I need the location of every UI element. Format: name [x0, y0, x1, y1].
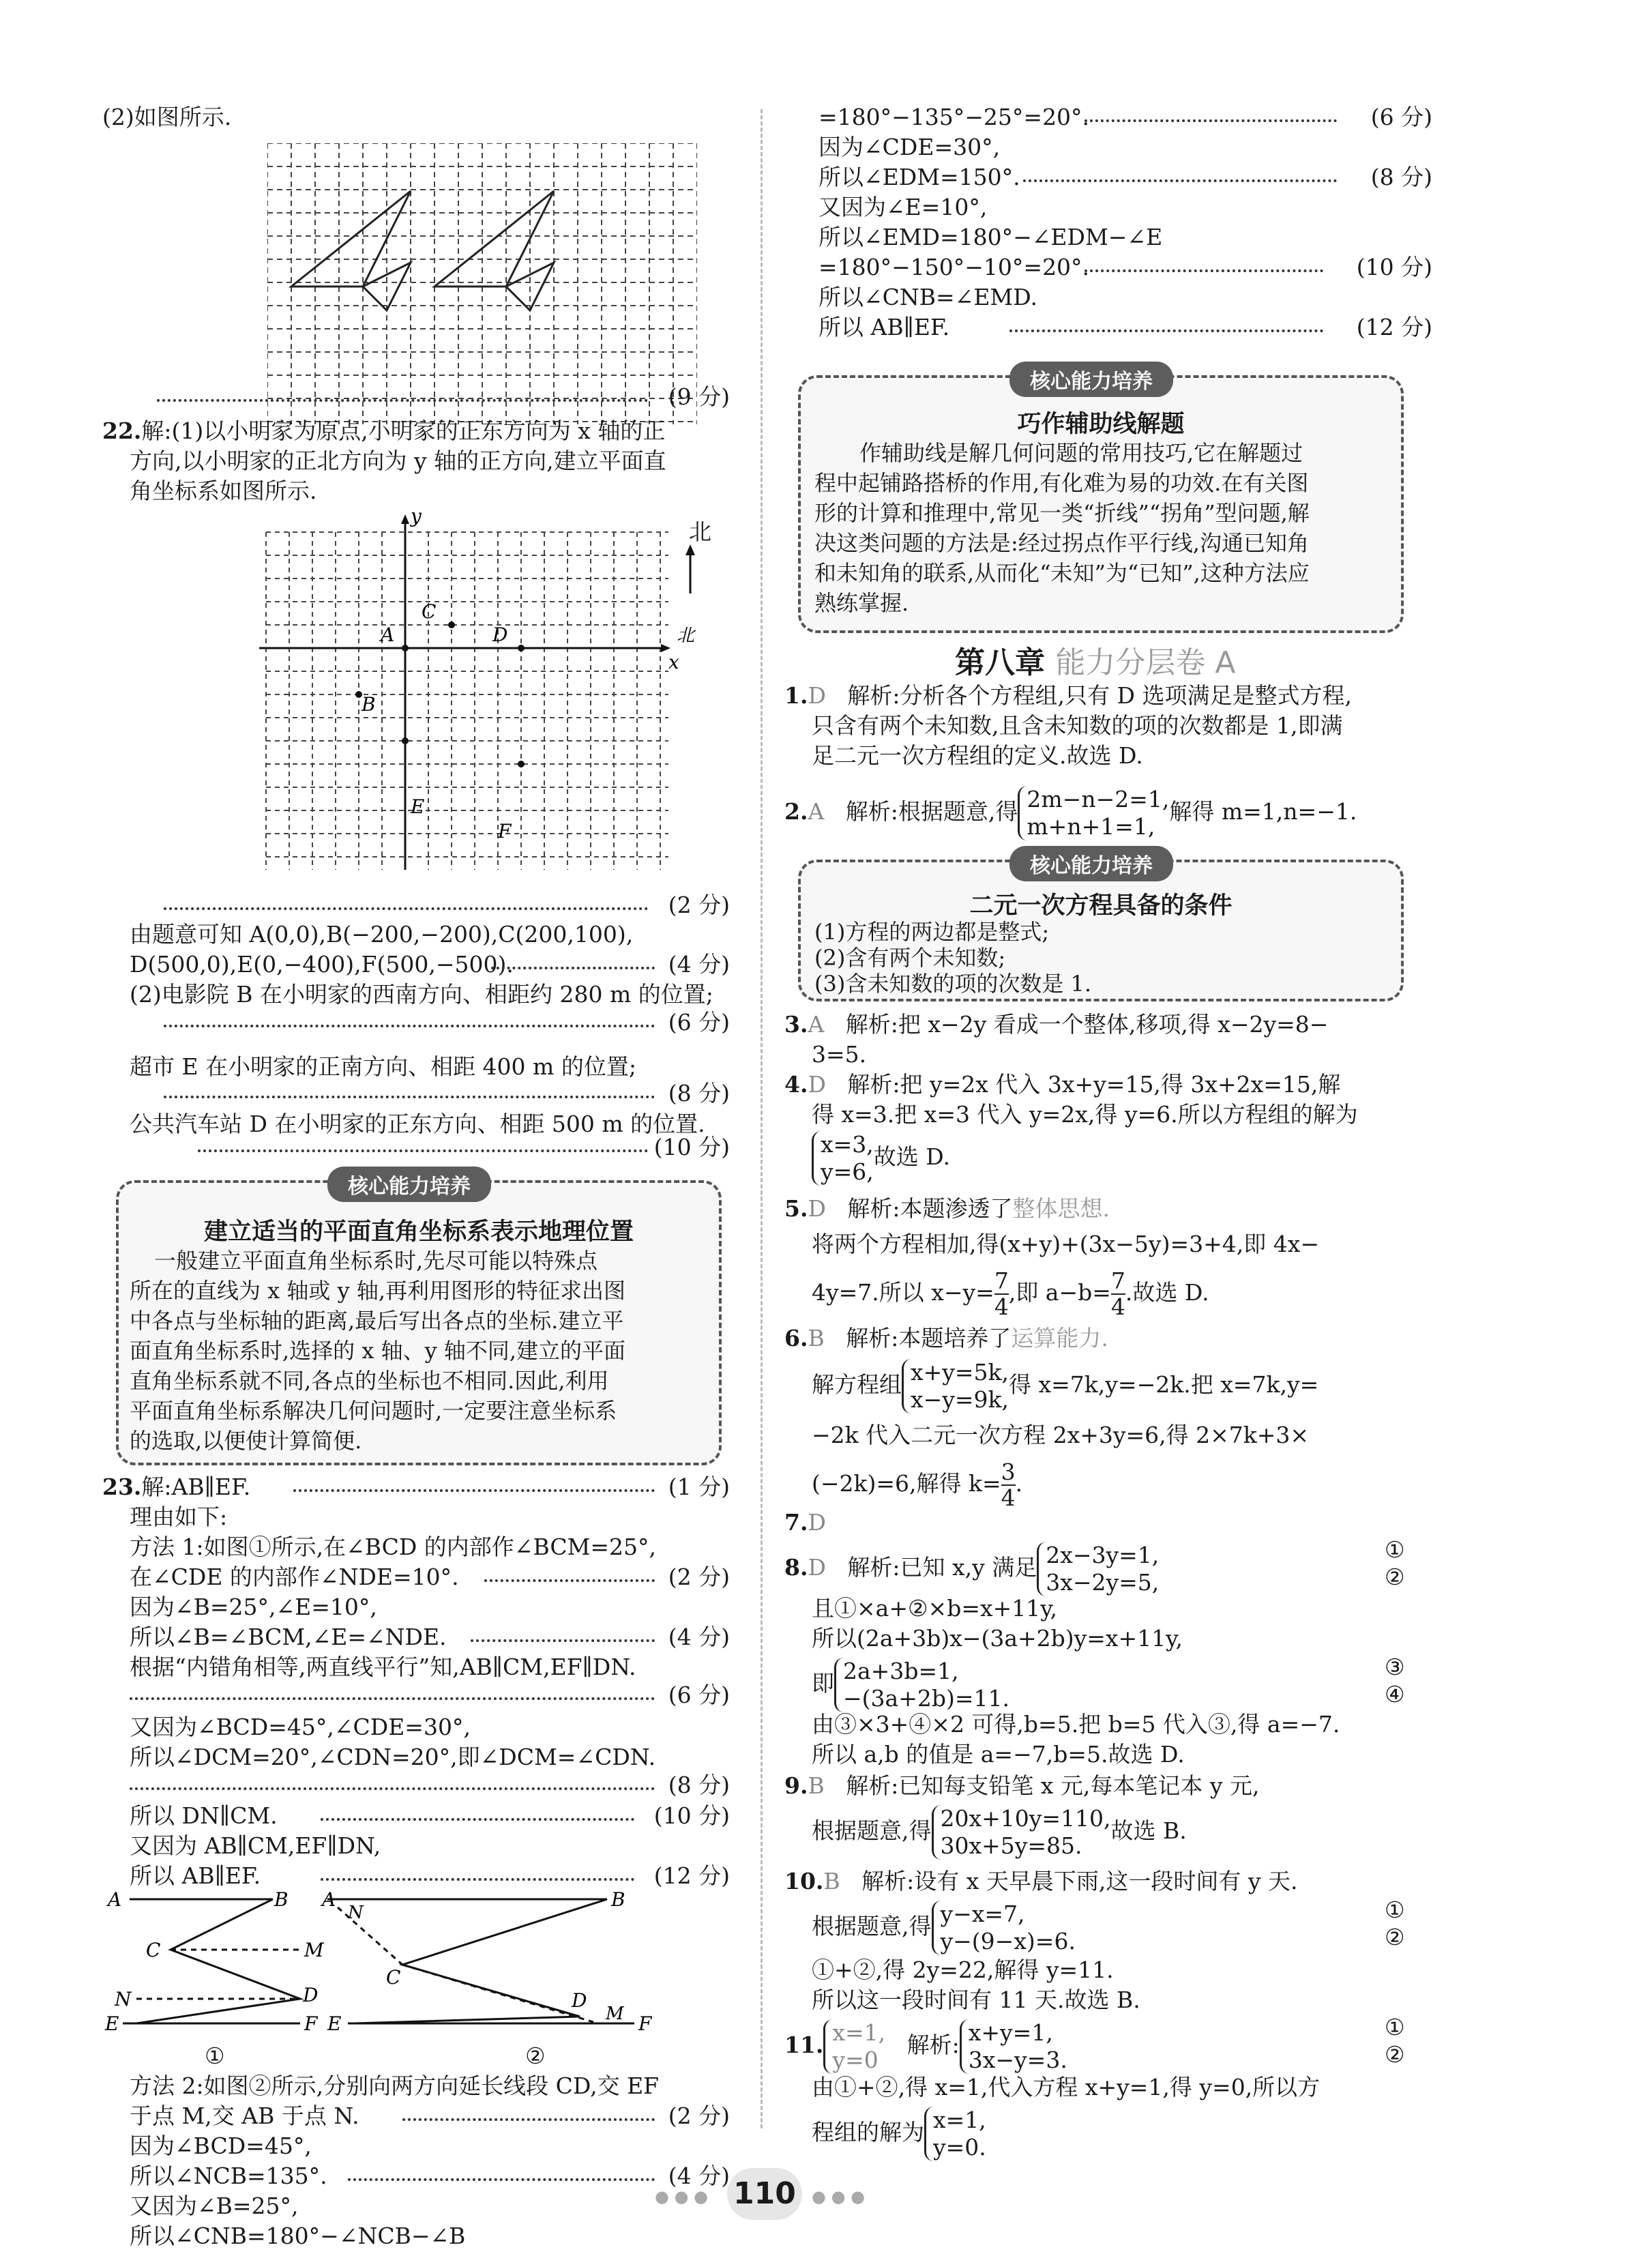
a11-given: [823, 2019, 885, 2074]
dotted-leader: [164, 1096, 655, 1098]
dotted-leader: [1085, 119, 1337, 122]
score-2b: (2 分): [668, 1564, 730, 1590]
a5-f1-den: 4: [994, 1293, 1009, 1320]
dotted-leader: [1085, 269, 1323, 272]
a5-hint: 整体思想.: [1012, 1195, 1110, 1222]
ability-box2-line-2: (2)含有两个未知数;: [814, 945, 1006, 971]
a10-line-2: [812, 1901, 1076, 1955]
a10-line-4: 所以这一段时间有 11 天.故选 B.: [812, 1987, 1140, 2013]
dotted-leader: [130, 1697, 655, 1700]
fig2-b: B: [611, 1890, 625, 1911]
fig2-a: A: [322, 1890, 336, 1911]
ability-box1-line-3: 形的计算和推理中,常见一类“折线”“拐角”型问题,解: [814, 500, 1310, 526]
a9-text-a: 根据题意,得: [812, 1817, 932, 1844]
a11-s-2: y=0.: [933, 2134, 986, 2160]
score-6b: (6 分): [668, 1682, 730, 1708]
a2-line: [784, 785, 1357, 840]
q23-line-11: 又因为 AB∥CM,EF∥DN,: [130, 1832, 381, 1859]
a5-answer: D: [808, 1195, 826, 1222]
a8-system-2: [834, 1658, 1009, 1712]
ability-box-line-6: 平面直角坐标系解决几何问题时,一定要注意坐标系: [130, 1398, 617, 1424]
a1-line-2: 只含有两个未知数,且含未知数的项的次数都是 1,即满: [812, 712, 1343, 739]
a6-system: [902, 1359, 1009, 1413]
q22-line-4: (2)电影院 B 在小明家的西南方向、相距约 280 m 的位置;: [130, 981, 713, 1008]
fig2-n: N: [348, 1903, 364, 1923]
a9-eq-1: 20x+10y=110,: [940, 1805, 1111, 1832]
point-d-label: D: [492, 624, 508, 646]
footer-dots-right: ● ● ●: [812, 2187, 866, 2206]
q22-line-6: 公共汽车站 D 在小明家的正东方向、相距 500 m 的位置.: [130, 1111, 705, 1137]
a11-line-1: [784, 2019, 1067, 2074]
a4-line-2: 得 x=3.把 x=3 代入 y=2x,得 y=6.所以方程组的解为: [812, 1101, 1358, 1128]
a8-line-3: 所以(2a+3b)x−(3a+2b)y=x+11y,: [812, 1625, 1183, 1652]
a5-line-3: [812, 1269, 1209, 1319]
a11-text-a: 程组的解为: [812, 2119, 924, 2145]
fig1-n: N: [115, 1988, 132, 2010]
ability-badge-2: 核心能力培养: [1009, 846, 1173, 881]
a10-mark-2: ②: [1385, 1924, 1405, 1950]
fig2-d: D: [572, 1989, 587, 2012]
footer-dots-left: ● ● ●: [655, 2187, 709, 2206]
a6-f-num: 3: [1001, 1459, 1016, 1485]
figure-translated-shapes: [267, 143, 697, 424]
a3-line-1: [784, 1010, 1328, 1040]
q22-line-5: 超市 E 在小明家的正南方向、相距 400 m 的位置;: [130, 1053, 636, 1080]
dotted-leader: [1023, 179, 1337, 182]
chapter-title: 第八章: [955, 645, 1045, 680]
fig1-c: C: [146, 1939, 161, 1961]
fig1-f: F: [304, 2012, 318, 2035]
a4-line-3: [812, 1131, 950, 1186]
left-line-1: (2)如图所示.: [102, 104, 232, 130]
a11-eq-1: x+y=1,: [968, 2019, 1053, 2046]
right-line-7: 所以∠CNB=∠EMD.: [818, 284, 1037, 310]
q23-line-16: 所以∠NCB=135°.: [130, 2163, 327, 2189]
q22-text-1: 解:(1)以小明家为原点,小明家的正东方向为 x 轴的正: [141, 417, 666, 444]
a9-text-b: 故选 B.: [1110, 1817, 1187, 1844]
fig2-f: F: [638, 2012, 652, 2035]
a6-text-c: (−2k)=6,解得 k=: [812, 1470, 1001, 1497]
q23-line-3: 方法 1:如图①所示,在∠BCD 的内部作∠BCM=25°,: [130, 1534, 656, 1560]
figure-coordinate-map: [259, 512, 703, 873]
q23-line-13: 方法 2:如图②所示,分别向两方向延长线段 CD,交 EF: [130, 2072, 660, 2099]
a6-f-den: 4: [1001, 1484, 1016, 1511]
right-line-3: 所以∠EDM=150°.: [818, 164, 1020, 190]
a4-eq-2: y=6,: [821, 1158, 874, 1185]
a2-eq-2: m+n+1=1,: [1027, 813, 1155, 840]
dotted-leader: [321, 1818, 634, 1821]
a8-eq-1: 2x−3y=1,: [1046, 1542, 1160, 1568]
figure-parallel-lines: [102, 1890, 737, 2047]
a5-number: 5.: [784, 1195, 808, 1222]
a4-system: [812, 1131, 874, 1186]
q22-coords-2: D(500,0),E(0,−400),F(500,−500).: [130, 951, 514, 978]
q23-line-9: 所以∠DCM=20°,∠CDN=20°,即∠DCM=∠CDN.: [130, 1744, 656, 1770]
ability-box2-title: 二元一次方程具备的条件: [969, 892, 1233, 920]
a6-eq-2: x−y=9k,: [911, 1386, 1009, 1413]
fig2-caption: ②: [525, 2042, 546, 2069]
right-line-4: 又因为∠E=10°,: [818, 194, 988, 220]
a6-text-d: .: [1015, 1470, 1023, 1497]
q23-line-6: 所以∠B=∠BCM,∠E=∠NDE.: [130, 1624, 447, 1650]
a10-line-1: [784, 1866, 1297, 1896]
a11-mark-1: ①: [1385, 2014, 1405, 2040]
ability-box-line-5: 直角坐标系就不同,各点的坐标也不相同.因此,利用: [130, 1368, 609, 1394]
q23-line-1: [102, 1472, 250, 1502]
fig1-m: M: [304, 1939, 324, 1961]
ability-box-coordinates: [116, 1180, 722, 1465]
a3-number: 3.: [784, 1011, 808, 1038]
a8-prefix: 解析:已知 x,y 满足: [847, 1554, 1037, 1581]
a1-answer: D: [808, 682, 826, 709]
a2-number: 2.: [784, 798, 808, 825]
a6-text-b: 得 x=7k,y=−2k.把 x=7k,y=: [1009, 1371, 1319, 1398]
a5-text-c: .故选 D.: [1125, 1279, 1209, 1306]
a2-eq-1: 2m−n−2=1,: [1027, 786, 1170, 812]
right-line-1: =180°−135°−25°=20°.: [818, 104, 1090, 130]
ability-box-line-3: 中各点与坐标轴的距离,最后写出各点的坐标.建立平: [130, 1308, 624, 1334]
a8-line-6: 所以 a,b 的值是 a=−7,b=5.故选 D.: [812, 1741, 1185, 1768]
fig1-e: E: [105, 2012, 119, 2035]
a8-mark-2: ②: [1385, 1564, 1405, 1590]
a5-fraction-2: [1111, 1269, 1125, 1319]
score-4b: (4 分): [668, 1624, 730, 1650]
dotted-leader: [471, 1639, 655, 1642]
a11-g-2: y=0: [832, 2047, 879, 2073]
a4-number: 4.: [784, 1071, 808, 1098]
right-line-6: =180°−150°−10°=20°.: [818, 254, 1090, 280]
ability-box2-line-1: (1)方程的两边都是整式;: [814, 919, 1050, 945]
a7-answer: D: [808, 1509, 826, 1536]
a5-prefix: 解析:本题渗透了: [847, 1195, 1013, 1222]
a3-line-2: 3=5.: [812, 1041, 867, 1068]
point-e-label: E: [411, 795, 425, 818]
q22-line-2: 方向,以小明家的正北方向为 y 轴的正方向,建立平面直: [130, 448, 666, 474]
ability-badge-1: 核心能力培养: [1009, 362, 1173, 397]
axis-x-label: x: [668, 651, 679, 673]
a8-line-2: 且①×a+②×b=x+11y,: [812, 1595, 1057, 1622]
q22-coords-1: 由题意可知 A(0,0),B(−200,−200),C(200,100),: [130, 921, 634, 948]
a6-answer: B: [808, 1325, 825, 1351]
a11-s-1: x=1,: [933, 2107, 986, 2133]
a11-line-2: 由①+②,得 x=1,代入方程 x+y=1,得 y=0,所以方: [812, 2074, 1321, 2100]
point-a-label: A: [381, 624, 395, 646]
ability-box1-line-2: 程中起铺路搭桥的作用,有化难为易的功效.在有关图: [814, 470, 1309, 496]
a7-number: 7.: [784, 1509, 808, 1536]
a9-number: 9.: [784, 1772, 808, 1799]
a5-text-b: ,即 a−b=: [1008, 1279, 1111, 1306]
q23-number: 23.: [102, 1474, 142, 1500]
a8-mark-3: ③: [1385, 1654, 1405, 1680]
a11-system: [960, 2019, 1067, 2074]
a6-number: 6.: [784, 1325, 808, 1351]
ability-box-line-7: 的选取,以便使计算简便.: [130, 1428, 362, 1454]
ability-box1-line-1: 作辅助线是解几何问题的常用技巧,它在解题过: [859, 440, 1303, 466]
column-divider: [761, 109, 763, 2128]
a1-text-1: 解析:分析各个方程组,只有 D 选项满足是整式方程,: [847, 682, 1352, 709]
a9-eq-2: 30x+5y=85.: [940, 1832, 1082, 1859]
a5-f2-num: 7: [1110, 1268, 1125, 1294]
fig1-b: B: [274, 1890, 289, 1911]
ability-box1-line-6: 熟练掌握.: [814, 590, 909, 616]
ability-box1-line-4: 决这类问题的方法是:经过拐点作平行线,沟通已知角: [814, 530, 1309, 556]
q23-line-15: 因为∠BCD=45°,: [130, 2133, 312, 2159]
a4-eq-1: x=3,: [821, 1131, 874, 1158]
dotted-leader: [164, 1025, 655, 1027]
chapter-subtitle: 能力分层卷 A: [1055, 645, 1236, 680]
score-r10: (10 分): [1356, 254, 1432, 280]
a9-system: [932, 1805, 1111, 1860]
a10-eq-2: y−(9−x)=6.: [940, 1928, 1076, 1954]
a11-g-1: x=1,: [832, 2019, 886, 2046]
fig1-a: A: [108, 1890, 122, 1911]
q23-line-7: 根据“内错角相等,两直线平行”知,AB∥CM,EF∥DN.: [130, 1654, 636, 1680]
a6-eq-1: x+y=5k,: [911, 1359, 1009, 1386]
a10-eq-1: y−x=7,: [940, 1901, 1025, 1927]
north-label: 北: [677, 626, 695, 646]
point-b-label: B: [362, 693, 376, 716]
q23-line-5: 因为∠B=25°,∠E=10°,: [130, 1594, 377, 1620]
a8-eq-4: −(3a+2b)=11.: [843, 1685, 1009, 1712]
score-9: (9 分): [668, 383, 730, 410]
a8-number: 8.: [784, 1554, 808, 1581]
score-2c: (2 分): [668, 2103, 730, 2129]
dotted-leader: [1009, 329, 1323, 332]
point-c-label: C: [422, 600, 437, 623]
a1-number: 1.: [784, 682, 808, 709]
chapter-heading: [955, 638, 1235, 682]
a8-eq-2: 3x−2y=5,: [1046, 1569, 1160, 1596]
dotted-leader: [293, 1489, 655, 1492]
a5-f1-num: 7: [994, 1268, 1009, 1294]
a8-line-5: 由③×3+④×2 可得,b=5.把 b=5 代入③,得 a=−7.: [812, 1711, 1340, 1738]
right-line-8: 所以 AB∥EF.: [818, 314, 950, 340]
a11-line-3: [812, 2107, 986, 2161]
dotted-leader: [321, 1878, 634, 1881]
q23-line-2: 理由如下:: [130, 1504, 228, 1530]
a2-system: [1018, 786, 1169, 840]
a5-line-1: [784, 1194, 1110, 1224]
dotted-leader: [491, 967, 655, 969]
a9-answer: B: [808, 1772, 825, 1799]
a4-post: 故选 D.: [873, 1143, 951, 1170]
a10-text-1: 解析:设有 x 天早晨下雨,这一段时间有 y 天.: [861, 1868, 1298, 1894]
a8-eq-3: 2a+3b=1,: [843, 1658, 959, 1684]
dotted-leader: [198, 1149, 648, 1152]
q23-line-4: 在∠CDE 的内部作∠NDE=10°.: [130, 1564, 459, 1590]
ability-box1-title: 巧作辅助线解题: [1017, 411, 1185, 438]
q23-line-10: 所以 DN∥CM.: [130, 1802, 278, 1829]
a4-text-1: 解析:把 y=2x 代入 3x+y=15,得 3x+2x=15,解: [847, 1071, 1341, 1098]
a11-eq-2: 3x−y=3.: [968, 2047, 1067, 2073]
a3-answer: A: [808, 1011, 825, 1038]
a11-number: 11.: [784, 2032, 824, 2058]
score-r8: (8 分): [1370, 164, 1432, 190]
ability-box-line-2: 所在的直线为 x 轴或 y 轴,再利用图形的特征求出图: [130, 1278, 625, 1304]
ability-box-title: 建立适当的平面直角坐标系表示地理位置: [203, 1218, 634, 1246]
a2-result: 解得 m=1,n=−1.: [1169, 798, 1357, 825]
a9-line-1: [784, 1771, 1260, 1801]
a8-mark-4: ④: [1385, 1681, 1405, 1708]
right-line-2: 因为∠CDE=30°,: [818, 134, 1001, 160]
dotted-leader: [484, 1579, 655, 1582]
a1-line-3: 足二元一次方程组的定义.故选 D.: [812, 742, 1143, 769]
a6-line-3: −2k 代入二元一次方程 2x+3y=6,得 2×7k+3×: [812, 1422, 1310, 1448]
a9-text-1: 解析:已知每支铅笔 x 元,每本笔记本 y 元,: [846, 1772, 1260, 1799]
a11-prefix: 解析:: [906, 2032, 960, 2058]
q23-line-8: 又因为∠BCD=45°,∠CDE=30°,: [130, 1714, 471, 1740]
a8-line-1: [784, 1542, 1159, 1596]
q22-line-3: 角坐标系如图所示.: [130, 478, 317, 504]
score-10b: (10 分): [653, 1802, 730, 1829]
q22-line-1: [102, 416, 665, 446]
a11-mark-2: ②: [1385, 2041, 1405, 2068]
score-8b: (8 分): [668, 1772, 730, 1798]
a11-solution: [924, 2107, 986, 2161]
q23-line-14: 于点 M,交 AB 于点 N.: [130, 2103, 359, 2129]
score-8: (8 分): [668, 1080, 730, 1107]
a6-hint: 运算能力.: [1011, 1325, 1108, 1351]
a6-prefix: 解析:本题培养了: [846, 1325, 1012, 1351]
a5-f2-den: 4: [1110, 1293, 1125, 1320]
ability-box-line-4: 面直角坐标系时,选择的 x 轴、y 轴不同,建立的平面: [130, 1338, 625, 1364]
fig2-c: C: [386, 1966, 401, 1989]
q23-line-12: 所以 AB∥EF.: [130, 1862, 261, 1889]
q23-line-18: 所以∠CNB=180°−∠NCB−∠B: [130, 2223, 466, 2249]
axis-y-label: y: [411, 512, 422, 527]
q23-line-17: 又因为∠B=25°,: [130, 2193, 299, 2219]
a4-line-1: [784, 1070, 1340, 1100]
a5-fraction-1: [994, 1269, 1009, 1319]
a1-line-1: [784, 681, 1352, 711]
q22-number: 22.: [102, 417, 142, 444]
a10-text-a: 根据题意,得: [812, 1913, 932, 1939]
a5-text-a: 4y=7.所以 x−y=: [812, 1279, 994, 1306]
fig1-caption: ①: [205, 2042, 225, 2069]
q23-answer: 解:AB∥EF.: [141, 1474, 251, 1500]
page-number: 110: [727, 2168, 802, 2220]
a8-answer: D: [808, 1554, 826, 1581]
a10-line-3: ①+②,得 2y=22,解得 y=11.: [812, 1957, 1114, 1983]
score-r12: (12 分): [1356, 314, 1432, 340]
ability-badge: 核心能力培养: [327, 1167, 491, 1202]
score-12: (12 分): [653, 1862, 730, 1889]
ability-box2-line-3: (3)含未知数的项的次数是 1.: [814, 971, 1092, 997]
a6-line-1: [784, 1323, 1108, 1353]
a6-line-4: [812, 1460, 1022, 1510]
dotted-leader: [130, 1787, 655, 1790]
a3-text-1: 解析:把 x−2y 看成一个整体,移项,得 x−2y=8−: [845, 1011, 1329, 1038]
a5-line-2: 将两个方程相加,得(x+y)+(3x−5y)=3+4,即 4x−: [812, 1231, 1319, 1257]
a6-text-a: 解方程组: [812, 1371, 902, 1398]
ability-box-auxiliary-lines: [798, 375, 1404, 633]
a6-fraction: [1001, 1460, 1016, 1510]
a4-answer: D: [808, 1071, 826, 1098]
ability-box-line-1: 一般建立平面直角坐标系时,先尽可能以特殊点: [154, 1248, 598, 1274]
right-line-5: 所以∠EMD=180°−∠EDM−∠E: [818, 224, 1163, 250]
score-10: (10 分): [653, 1134, 730, 1160]
fig1-d: D: [303, 1984, 319, 2006]
a10-number: 10.: [784, 1868, 824, 1894]
a6-line-2: [812, 1359, 1318, 1413]
north-text: 北: [689, 518, 711, 545]
dotted-leader: [164, 907, 648, 910]
dotted-leader: [402, 2118, 655, 2121]
a9-line-2: [812, 1805, 1187, 1860]
a8-ji: 即: [812, 1670, 834, 1697]
score-2: (2 分): [668, 892, 730, 918]
score-1: (1 分): [668, 1474, 730, 1500]
a2-prefix: 解析:根据题意,得: [845, 798, 1018, 825]
a10-system: [932, 1901, 1076, 1955]
score-4c: (4 分): [668, 2163, 730, 2189]
score-6: (6 分): [668, 1009, 730, 1036]
a10-mark-1: ①: [1385, 1896, 1405, 1923]
fig2-e: E: [327, 2012, 342, 2035]
ability-box1-line-5: 和未知角的联系,从而化“未知”为“已知”,这种方法应: [814, 560, 1310, 586]
a10-answer: B: [823, 1868, 840, 1894]
score-r6: (6 分): [1370, 104, 1432, 130]
fig2-m: M: [606, 2004, 624, 2024]
dotted-leader: [157, 399, 648, 402]
dotted-leader: [348, 2178, 655, 2181]
a8-line-4: [812, 1658, 1009, 1712]
a7-line: [784, 1508, 826, 1538]
point-f-label: F: [498, 820, 512, 843]
score-4: (4 分): [668, 951, 730, 978]
a8-system-1: [1037, 1542, 1159, 1596]
a8-mark-1: ①: [1385, 1536, 1405, 1563]
a2-answer: A: [808, 798, 825, 825]
